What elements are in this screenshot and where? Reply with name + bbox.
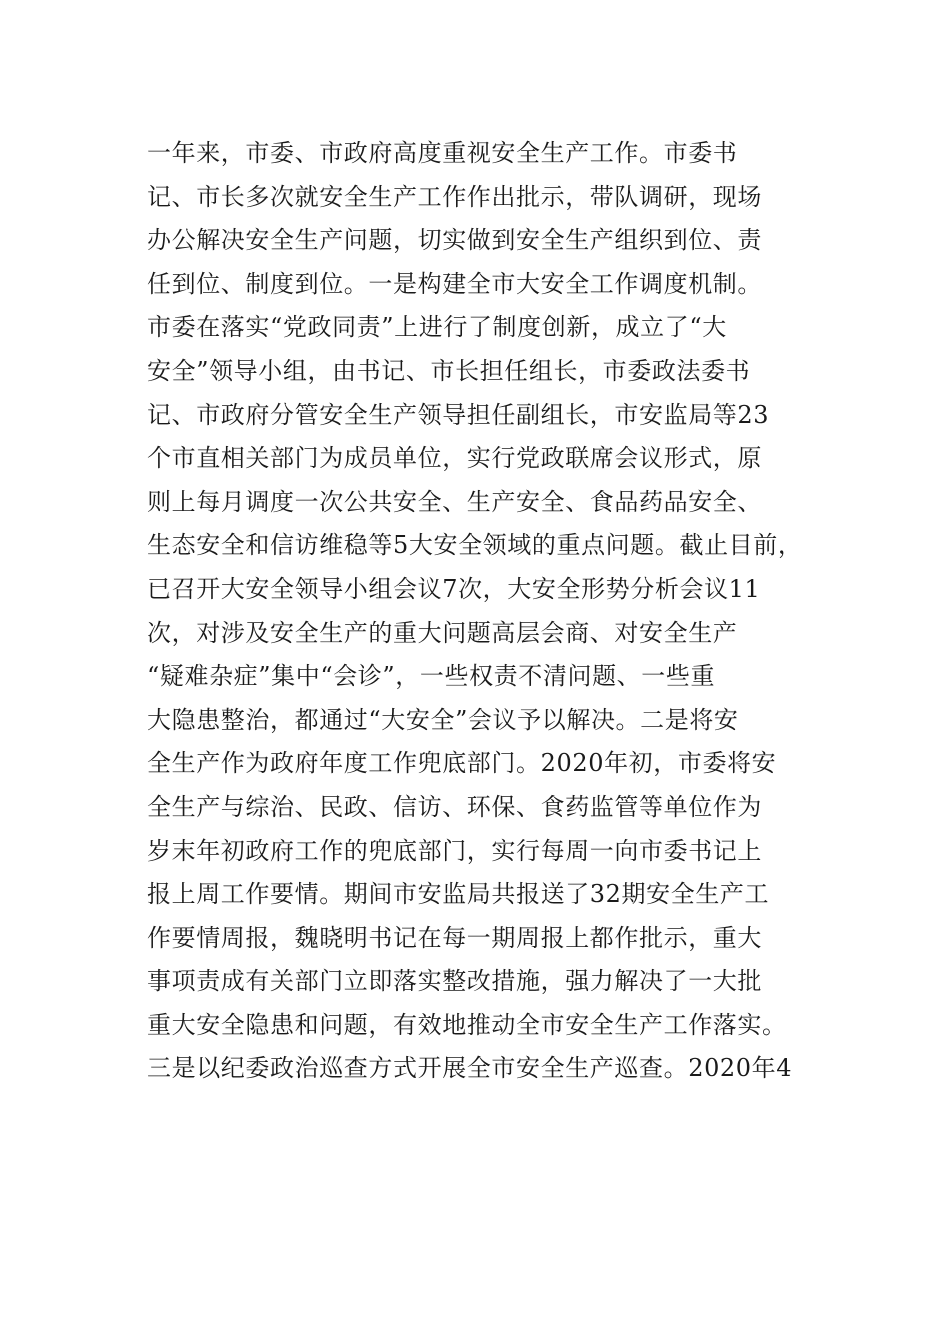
- text-line: 大隐患整治，都通过“大安全”会议予以解决。二是将安: [147, 705, 739, 734]
- text-line: 则上每月调度一次公共安全、生产安全、食品药品安全、: [147, 487, 762, 516]
- text-line: 生态安全和信访维稳等5大安全领域的重点问题。截止目前，: [147, 531, 803, 560]
- text-line: 任到位、制度到位。一是构建全市大安全工作调度机制。: [147, 269, 762, 298]
- text-line: 报上周工作要情。期间市安监局共报送了32期安全生产工: [147, 880, 770, 909]
- text-line: 安全”领导小组，由书记、市长担任组长，市委政法委书: [147, 356, 751, 385]
- text-line: 重大安全隐患和问题，有效地推动全市安全生产工作落实。: [147, 1010, 787, 1039]
- text-line: “疑难杂症”集中“会诊”，一些权责不清问题、一些重: [147, 662, 716, 691]
- text-line: 次，对涉及安全生产的重大问题高层会商、对安全生产: [147, 618, 738, 647]
- text-line: 事项责成有关部门立即落实整改措施，强力解决了一大批: [147, 967, 762, 996]
- text-line: 一年来，市委、市政府高度重视安全生产工作。市委书: [147, 139, 738, 167]
- text-line: 个市直相关部门为成员单位，实行党政联席会议形式，原: [147, 444, 762, 473]
- text-line: 记、市长多次就安全生产工作作出批示，带队调研，现场: [147, 182, 762, 211]
- body-paragraph: [147, 132, 837, 1091]
- text-line: 三是以纪委政治巡查方式开展全市安全生产巡查。2020年4: [147, 1054, 793, 1083]
- text-line: 已召开大安全领导小组会议7次，大安全形势分析会议11: [147, 574, 761, 603]
- text-line: 市委在落实“党政同责”上进行了制度创新，成立了“大: [147, 313, 727, 342]
- text-line: 岁末年初政府工作的兜底部门，实行每周一向市委书记上: [147, 836, 762, 865]
- text-line: 办公解决安全生产问题，切实做到安全生产组织到位、责: [147, 226, 762, 255]
- text-line: 全生产与综治、民政、信访、环保、食药监管等单位作为: [147, 792, 762, 821]
- text-line: 记、市政府分管安全生产领导担任副组长，市安监局等23: [147, 400, 770, 429]
- text-line: 全生产作为政府年度工作兜底部门。2020年初，市委将安: [147, 749, 777, 778]
- text-line: 作要情周报，魏晓明书记在每一期周报上都作批示，重大: [147, 923, 762, 952]
